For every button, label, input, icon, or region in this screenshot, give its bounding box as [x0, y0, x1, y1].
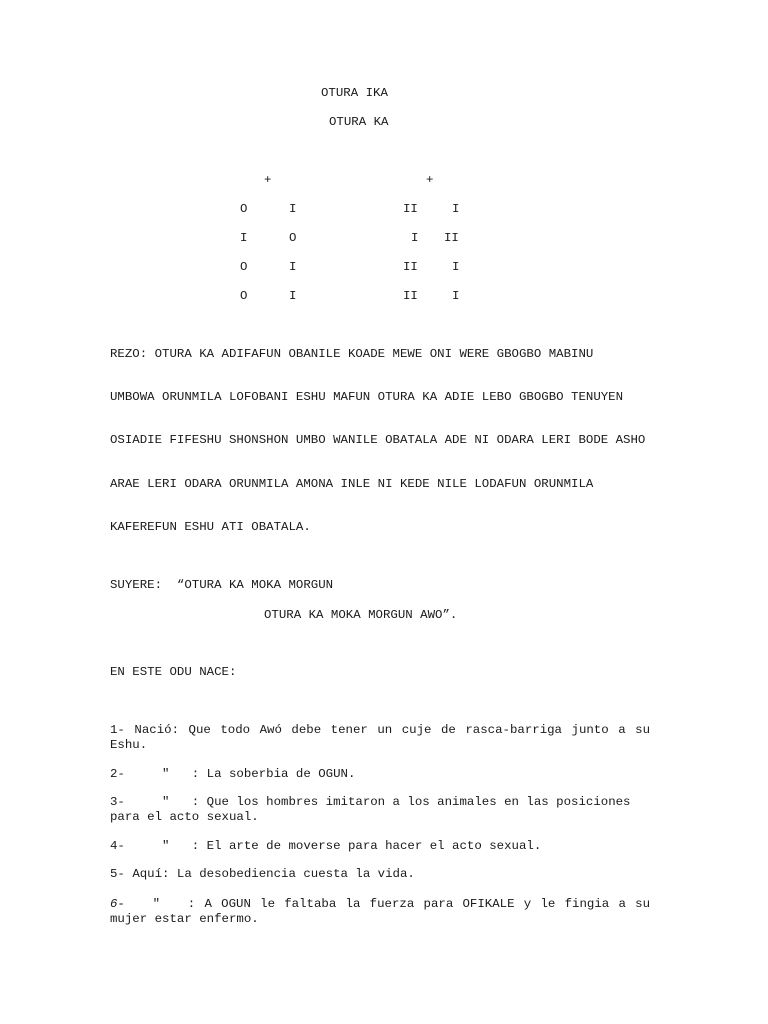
list-item-text: Nació: Que todo Awó debe tener un cuje de rasca-barriga junto a su Eshu. [110, 723, 651, 752]
list-item-number: 2- [110, 767, 125, 781]
left-plus-sign: + [264, 173, 272, 187]
figure-mark: II [403, 202, 418, 216]
rezo-paragraph: KAFEREFUN ESHU ATI OBATALA. [110, 520, 311, 534]
rezo-paragraph: UMBOWA ORUNMILA LOFOBANI ESHU MAFUN OTURA KA ADIE LEBO GBOGBO TENUYEN [110, 390, 624, 404]
list-item [110, 867, 656, 882]
figure-mark: I [289, 260, 297, 274]
right-plus-sign: + [426, 173, 434, 187]
list-item [110, 723, 650, 752]
figure-mark: O [289, 231, 297, 245]
figure-mark: O [240, 289, 248, 303]
list-item [110, 767, 656, 782]
suyere-line: SUYERE: “OTURA KA MOKA MORGUN [110, 578, 334, 592]
section-heading: EN ESTE ODU NACE: [110, 665, 237, 679]
list-item [110, 897, 658, 926]
list-item [110, 795, 656, 824]
figure-mark: I [452, 260, 460, 274]
list-item-text: Aquí: La desobediencia cuesta la vida. [132, 867, 415, 881]
list-item-text: ″ : Que los hombres imitaron a los animales en las posiciones para el acto sexual. [110, 795, 638, 824]
list-item-number: 3- [110, 795, 125, 809]
figure-mark: I [452, 202, 460, 216]
list-item-text: ″ : La soberbia de OGUN. [124, 767, 356, 781]
list-item-number: 5- [110, 867, 125, 881]
figure-mark: II [403, 289, 418, 303]
page-title: OTURA IKA [321, 86, 388, 100]
figure-mark: O [240, 260, 248, 274]
page-subtitle: OTURA KA [329, 115, 389, 129]
figure-mark: I [411, 231, 419, 245]
suyere-line: OTURA KA MOKA MORGUN AWO”. [264, 608, 458, 622]
rezo-paragraph: ARAE LERI ODARA ORUNMILA AMONA INLE NI KEDE NILE LODAFUN ORUNMILA [110, 477, 594, 491]
figure-mark: I [452, 289, 460, 303]
figure-mark: O [240, 202, 248, 216]
list-item-text: ″ : El arte de moverse para hacer el acto sexual. [124, 839, 542, 853]
list-item [110, 839, 656, 854]
list-item-number: 1- [110, 723, 125, 737]
figure-mark: I [289, 202, 297, 216]
figure-mark: II [403, 260, 418, 274]
figure-mark: I [240, 231, 248, 245]
list-item-number: 4- [110, 839, 125, 853]
rezo-paragraph: OSIADIE FIFESHU SHONSHON UMBO WANILE OBATALA ADE NI ODARA LERI BODE ASHO [110, 433, 646, 447]
list-item-text: ″ : A OGUN le faltaba la fuerza para OFIKALE y le fingia a su mujer estar enfermo. [110, 897, 658, 926]
rezo-paragraph: REZO: OTURA KA ADIFAFUN OBANILE KOADE MEWE ONI WERE GBOGBO MABINU [110, 347, 594, 361]
figure-mark: II [444, 231, 459, 245]
figure-mark: I [289, 289, 297, 303]
list-item-number: 6- [110, 897, 125, 911]
